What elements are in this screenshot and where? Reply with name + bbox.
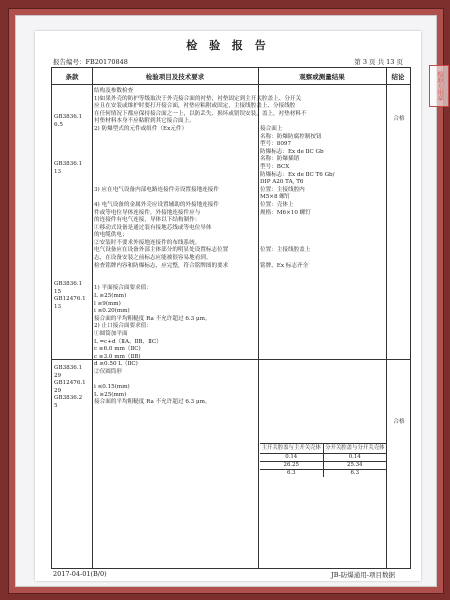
observation-line: 名称：防爆防腐控制按钮 <box>260 133 322 140</box>
observation-line: 型号：8097 <box>260 141 292 148</box>
requirement-line: d ≥0.50 L（ⅡC) <box>94 361 138 368</box>
observation-line: 名称：防爆插销 <box>260 156 300 163</box>
clause-line: GB3836.1 <box>54 161 83 167</box>
requirement-line: L ≥25(mm) <box>94 293 127 300</box>
observation-line <box>260 255 384 263</box>
observation-line <box>260 232 384 240</box>
observation-line: 接合面上 <box>260 125 283 132</box>
footer-form: JB-防爆通用-项目数据 <box>331 571 395 579</box>
observation-line: 铭牌、Ex 标志齐全 <box>260 262 309 269</box>
gap-table-cell: 26.25 <box>283 462 299 468</box>
requirement-line: 衬垫材料本身不应粘附到其它接合面上。 <box>94 118 195 125</box>
observation-line <box>260 225 384 233</box>
requirement-line: ①圆筒加平面 <box>94 331 128 337</box>
observation-line: M5×8 螺钉 <box>260 194 291 201</box>
clause-line: GB12476.1 <box>54 380 86 387</box>
column-divider <box>258 68 259 568</box>
requirement-line: L =c+d（ⅡA、ⅡB、ⅡC） <box>94 338 162 345</box>
observation-line: 位置：主接线腔盖上 <box>260 247 311 254</box>
picture-mat <box>15 15 437 587</box>
result-pass: 合格 <box>393 419 405 425</box>
requirement-line: 接合面的平均粗糙度 Ra 不允许超过 6.3 μm。 <box>94 315 211 322</box>
footer-date: 2017-04-01(B/0) <box>53 570 107 578</box>
gap-table-header <box>260 443 386 453</box>
observation-line: 型号：BCX <box>260 163 290 170</box>
requirement-line: 1)如果外壳的防护等级取决于外壳接合面的衬垫，衬垫固定到主开关腔盖上、分开关 <box>94 95 302 102</box>
column-divider <box>386 68 387 568</box>
observations-text <box>260 88 384 270</box>
clause-line: 13 <box>54 168 62 175</box>
picture-frame <box>8 8 444 594</box>
requirement-line: ①移动式设备是通过装有接地芯线或等电位导体 <box>94 224 212 231</box>
clause-line: 6.5 <box>54 121 63 128</box>
clause-line: 13 <box>54 303 62 310</box>
requirement-line <box>94 156 258 164</box>
observation-line: 位置：主接线腔内 <box>260 186 305 193</box>
requirement-line <box>94 194 258 202</box>
observation-line: 防爆标志：Ex de ⅡC Gb <box>260 148 324 155</box>
gap-table-cell: 6.3 <box>323 470 387 477</box>
clause-number <box>54 114 90 129</box>
requirement-line <box>94 172 258 180</box>
page-info: 第 3 页 共 13 页 <box>354 58 403 66</box>
requirement-line: 应且在安装或维护时要打开接合面，衬垫应粘附或固定，主接线腔盖上、分接线腔 <box>94 103 296 110</box>
observation-line: 防爆标志：Ex de ⅡC T6 Gb/ <box>260 171 335 178</box>
header-divider <box>52 84 410 85</box>
header-observation: 观察或测量结果 <box>299 73 345 81</box>
requirement-line: 1) 平面接合面要求值： <box>94 285 152 292</box>
requirement-line: 在任何情况下都应保持接合面之一上，以防丢失、损坏或错误安装，盖上，衬垫材料不 <box>94 110 307 117</box>
observation-line <box>260 96 384 104</box>
observation-line: 位置：壳体上 <box>260 201 294 208</box>
requirement-line: i ≤0.15(mm) <box>94 384 130 391</box>
clause-number <box>54 281 90 311</box>
observation-line <box>260 217 384 225</box>
report-table <box>51 67 411 569</box>
gap-table-cell: 6.3 <box>286 470 296 476</box>
requirement-line: 件或等电位导体连接件，外接地连接件应与 <box>94 209 201 216</box>
requirement-line: 志，在设备安装之前标志应能被很容易地看到。 <box>94 255 212 262</box>
clause-number <box>54 161 90 176</box>
red-stamp: 检验专用章 <box>429 65 449 107</box>
gap-table-cell: 0.14 <box>323 454 387 461</box>
clause-line: 5 <box>54 402 58 409</box>
gap-measurement-table <box>260 443 386 477</box>
requirement-line <box>94 134 258 142</box>
column-divider <box>92 68 93 568</box>
requirement-line: ②仅圆筒形 <box>94 368 122 375</box>
gap-table-cell: 0.14 <box>285 454 298 460</box>
report-number: 报告编号：FB20170848 <box>53 58 128 66</box>
gap-table-cell: 25.34 <box>323 462 387 469</box>
requirement-line: i ≤0.20(mm) <box>94 308 130 315</box>
clause-line: GB3836.1 <box>54 365 83 371</box>
clause-line: GB3836.1 <box>54 281 83 287</box>
requirement-line: 的连接件有电气连接，导体以下结构制作： <box>94 217 201 224</box>
requirement-line: c ≥3.0 mm（ⅡB) <box>94 353 141 360</box>
clause-line: GB3836.1 <box>54 114 83 120</box>
requirement-line: 2) 止口接合面要求值： <box>94 323 152 330</box>
requirement-line: 结构及参数检查 <box>94 88 134 94</box>
observation-line <box>260 103 384 111</box>
requirement-line: ②安装时不要求外接地连接件的布线系统。 <box>94 239 201 246</box>
requirement-line: 检查铭牌内容和防爆标志，应完整，符合铭牌图的要求 <box>94 262 229 269</box>
clause-line: GB3836.2 <box>54 395 83 402</box>
gap-table-row <box>260 469 386 477</box>
requirement-line <box>94 179 258 187</box>
requirement-line <box>94 141 258 149</box>
requirement-line <box>94 164 258 172</box>
requirement-line: L ≥25(mm) <box>94 391 127 398</box>
observation-line: DIP A20 TA, T6 <box>260 179 304 186</box>
gap-table-row <box>260 461 386 469</box>
requirement-line <box>94 149 258 157</box>
header-requirement: 检验项目及技术要求 <box>145 73 205 81</box>
report-title: 检 验 报 告 <box>186 39 270 52</box>
observation-line: 规格：M6×10 螺钉 <box>260 209 311 216</box>
requirement-line <box>94 270 258 278</box>
requirement-line: 3) 应在电气设备内部电路连接件旁设置接地连接件 <box>94 186 219 193</box>
gap-table-row <box>260 453 386 461</box>
requirement-line: 电气设备应在设备外部主体部分的明显处设置标志位置 <box>94 247 229 254</box>
requirement-line: 接合面的平均粗糙度 Ra 不允许超过 6.3 μm。 <box>94 399 211 406</box>
observation-line <box>260 111 384 119</box>
gap-table-header-cell: 主开关腔盖与主开关壳体 <box>261 445 321 451</box>
result-pass: 合格 <box>393 116 405 122</box>
clause-line: GB12476.1 <box>54 296 86 303</box>
clause-line: 29 <box>54 372 62 379</box>
observation-line <box>260 118 384 126</box>
requirement-line: l ≥9(mm) <box>94 300 121 307</box>
header-result: 结论 <box>391 73 405 81</box>
header-clause: 条款 <box>65 73 79 81</box>
requirement-line: c ≥6.0 mm（ⅡC) <box>94 346 141 353</box>
gap-table-header-cell: 分开关腔盖与分开关壳体 <box>323 444 387 453</box>
observation-line <box>260 88 384 96</box>
requirement-line: 的电缆供电； <box>94 232 128 239</box>
requirement-line: 4) 电气设备的金属外壳应设置辅助的外接地连接件 <box>94 201 219 208</box>
clause-number <box>54 365 90 411</box>
clause-line: 29 <box>54 387 62 394</box>
requirement-line: 2) 防爆型式的元件或组件（Ex元件） <box>94 125 188 132</box>
report-page <box>35 31 421 581</box>
clause-line: 15 <box>54 288 62 295</box>
